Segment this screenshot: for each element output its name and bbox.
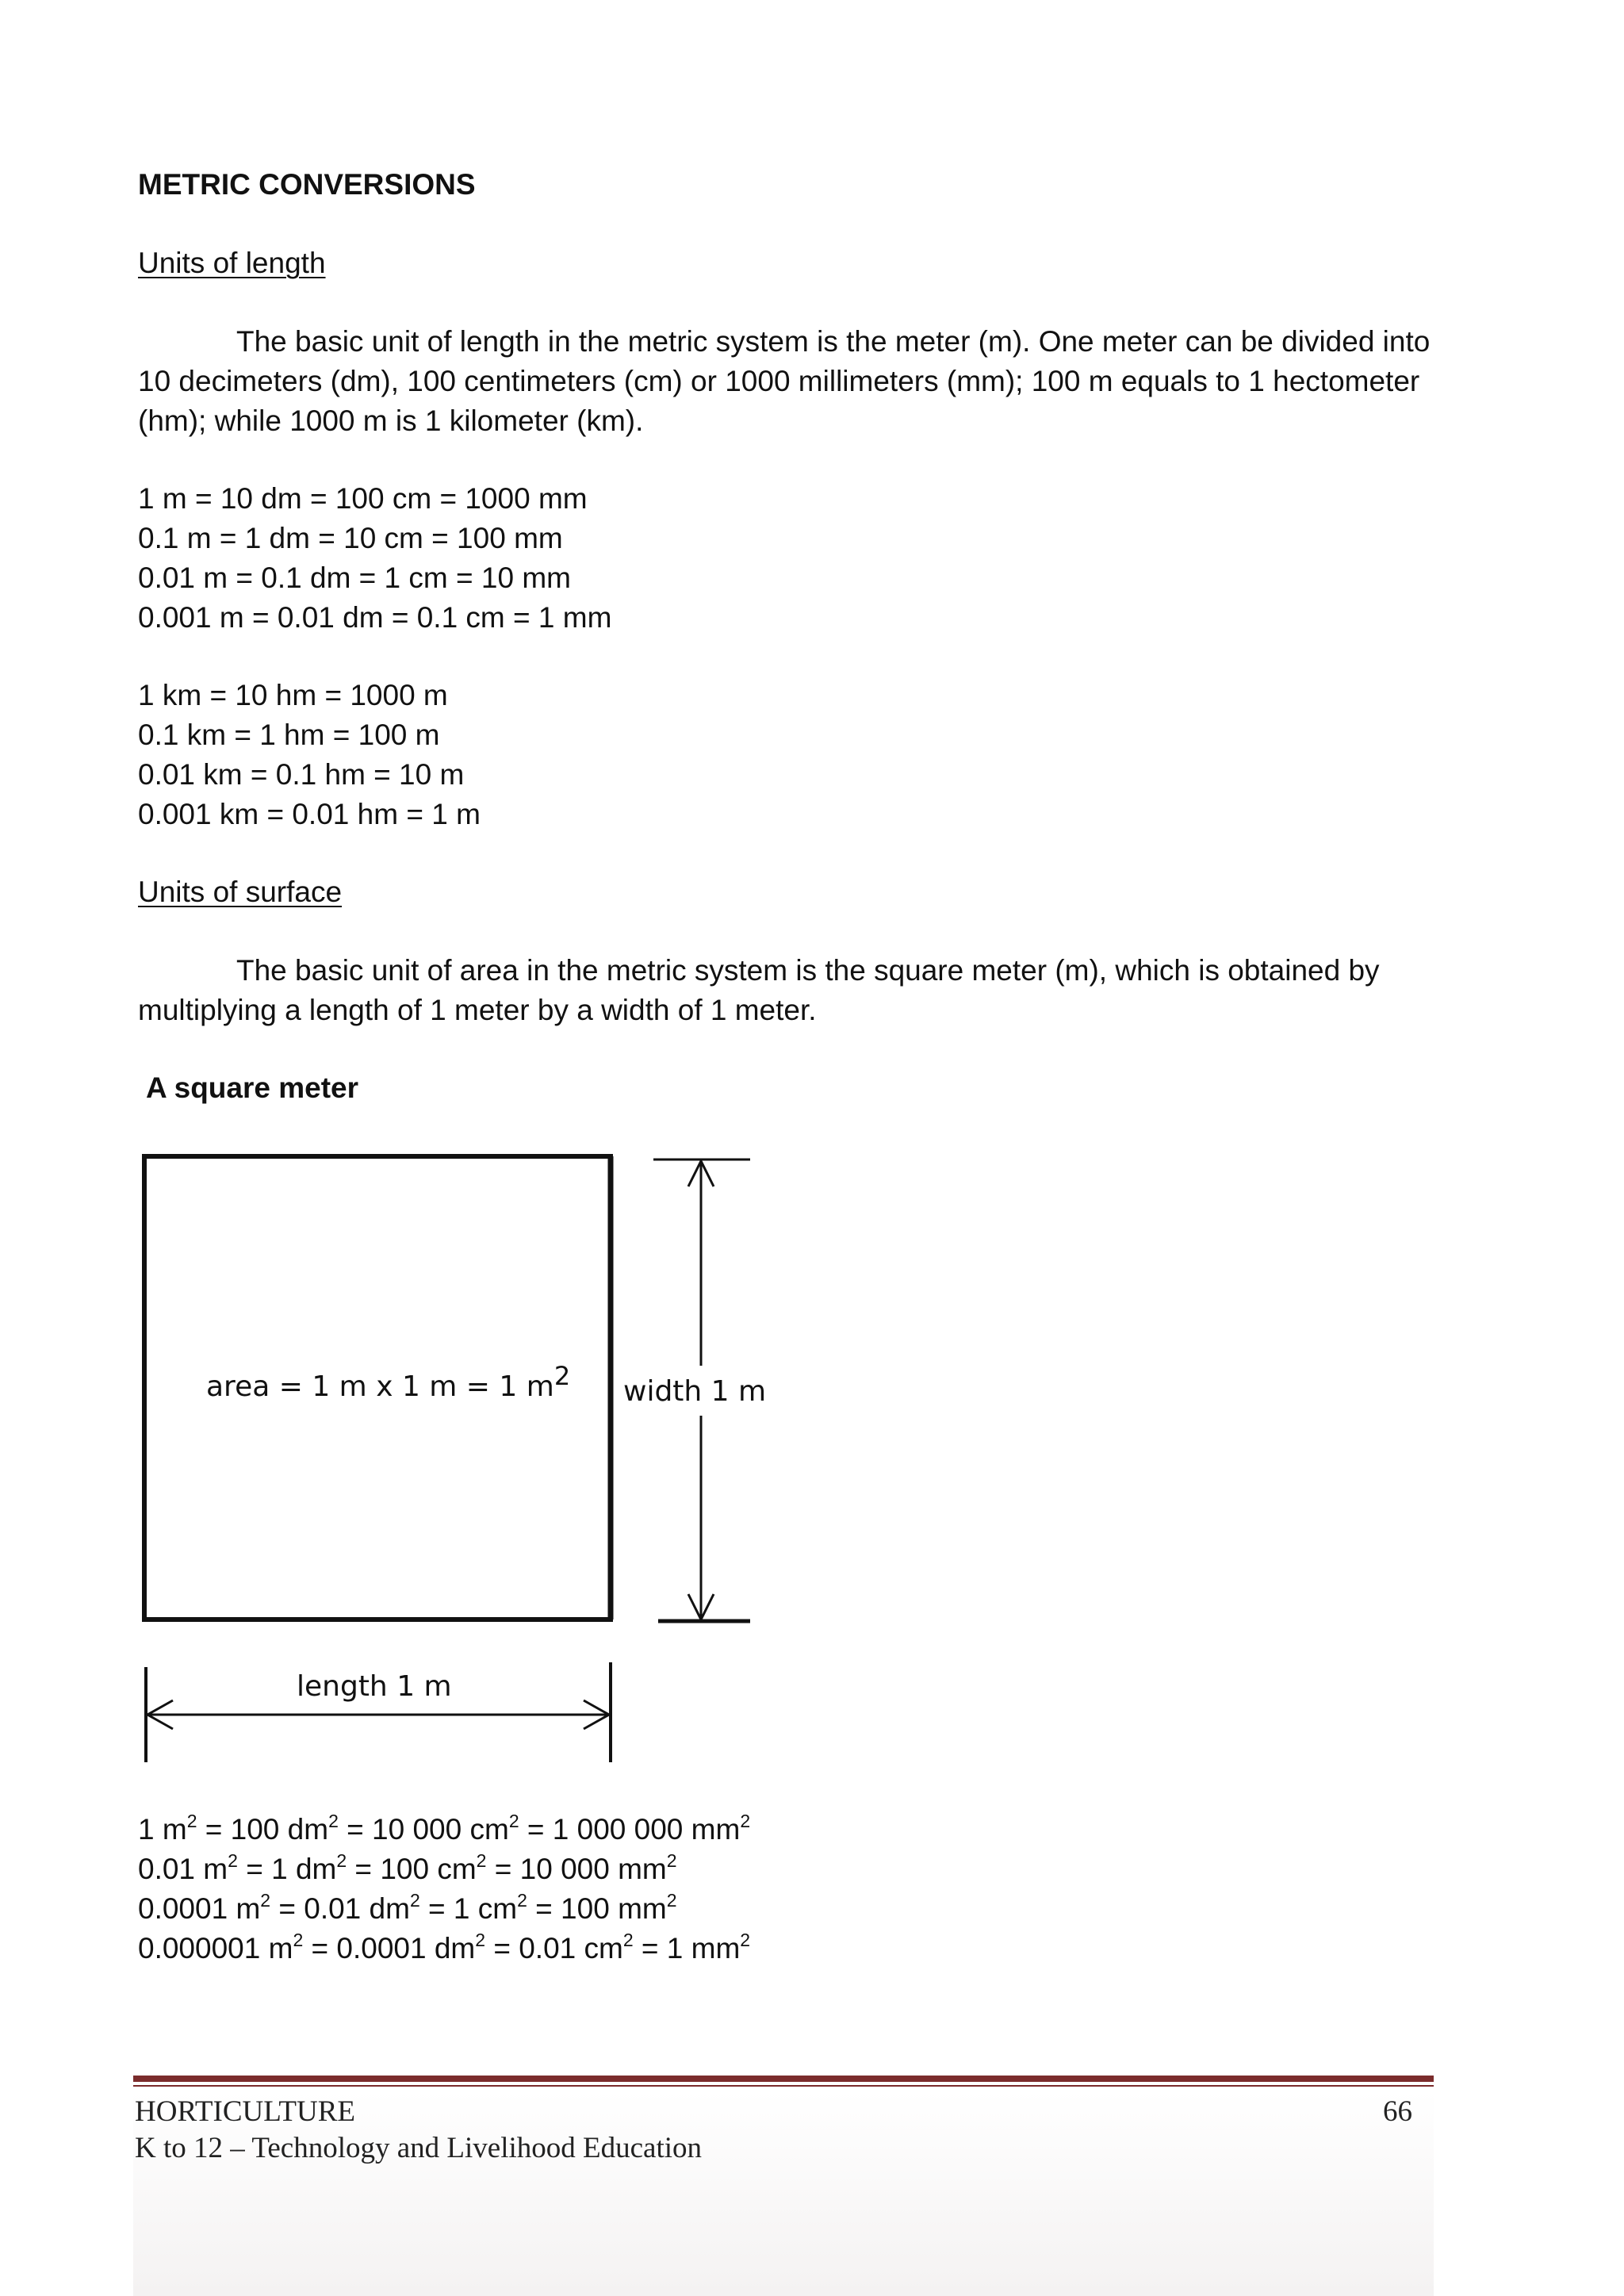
width-label: width 1 m (623, 1375, 767, 1408)
surface-paragraph (138, 951, 1438, 1030)
page-title: METRIC CONVERSIONS (138, 168, 476, 201)
area-line: 1 $m^2 = 100$ $dm^2 = 10$ 000 $cm^2 = 1$ 000 000 $mm^2$ (138, 1811, 751, 1846)
length-label: length 1 m (297, 1670, 452, 1703)
km-conversion-list (138, 676, 481, 834)
length-paragraph (138, 322, 1438, 441)
area-line: 0.000001 $m^2 = 0.0001$ $dm^2 = 0.01$ $cm^2 = 1$ $mm^2$ (138, 1930, 751, 1964)
square-meter-diagram (135, 1142, 801, 1777)
surface-heading: Units of surface (138, 876, 343, 908)
footer-rule (133, 2076, 1434, 2082)
km-line: 0.01 km = 0.1 hm = 10 m (138, 758, 465, 791)
km-line: 0.1 km = 1 hm = 100 m (138, 719, 440, 751)
square-meter-figure (135, 1142, 801, 1777)
area-line: 0.01 $m^2 = 1$ $dm^2 = 100$ $cm^2 = 10$ 000 $mm^2$ (138, 1850, 677, 1885)
km-line: 1 km = 10 hm = 1000 m (138, 679, 448, 711)
meter-line: 0.001 m = 0.01 dm = 0.1 cm = 1 mm (138, 601, 612, 634)
page-number: 66 (1383, 2095, 1412, 2128)
length-paragraph-text: The basic unit of length in the metric system is the meter (m). One meter can be divided into 10 decimeters (dm), 100 centimeters (cm) or 1000 millimeters (mm); 100 m equals to 1 hectometer (hm); while 1000 m is 1 kilometer (km). (138, 325, 1431, 437)
footer-subject: HORTICULTURE (135, 2095, 356, 2128)
area-label: area = 1 m x 1 m = 1 m2 (206, 1361, 571, 1403)
footer-course: K to 12 – Technology and Livelihood Education (135, 2132, 703, 2164)
footer-rule-thin (133, 2085, 1434, 2087)
meter-line: 0.01 m = 0.1 dm = 1 cm = 10 mm (138, 562, 571, 594)
meter-line: 0.1 m = 1 dm = 10 cm = 100 mm (138, 522, 563, 554)
meter-line: 1 m = 10 dm = 100 cm = 1000 mm (138, 482, 588, 515)
area-line: 0.0001 $m^2 = 0.01$ $dm^2 = 1$ $cm^2 = 100$ $mm^2$ (138, 1890, 677, 1925)
km-line: 0.001 km = 0.01 hm = 1 m (138, 798, 481, 830)
surface-paragraph-text: The basic unit of area in the metric system is the square meter (m), which is obtained by multiplying a length of 1 meter by a width of 1 meter. (138, 954, 1380, 1026)
area-conversion-list (138, 1810, 750, 1968)
length-heading: Units of length (138, 247, 326, 279)
meter-conversion-list (138, 479, 611, 638)
figure-caption: A square meter (146, 1071, 359, 1104)
